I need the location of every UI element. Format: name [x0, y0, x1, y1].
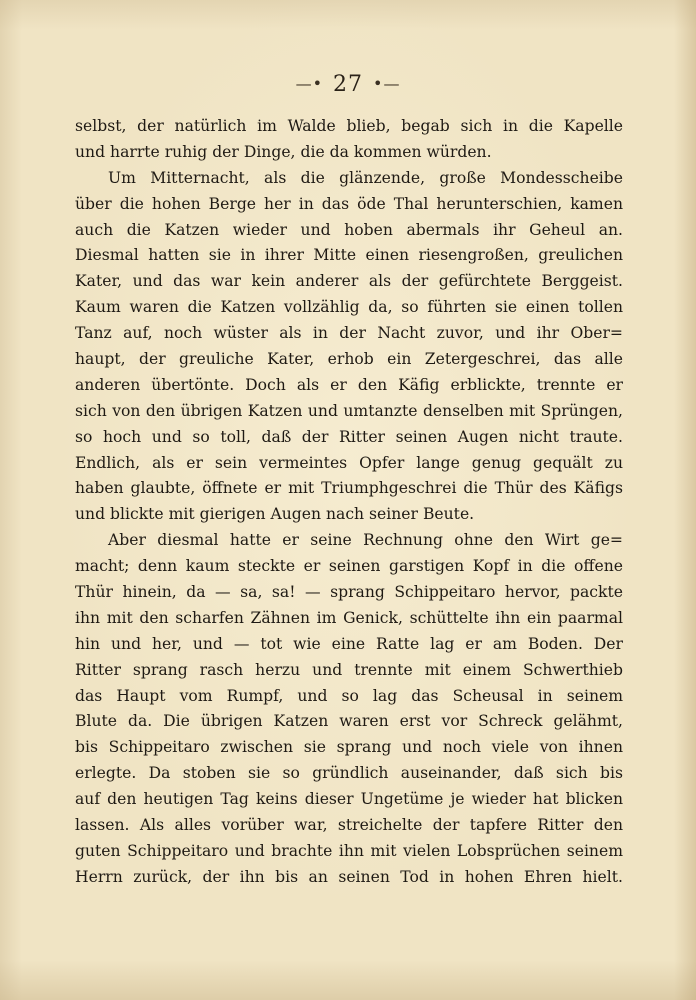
text-line: selbst, der natürlich im Walde blieb, begab sich in die Kapelle [75, 117, 623, 135]
text-line: so hoch und so toll, daß der Ritter seinen Augen nicht traute. [75, 427, 623, 446]
page-number-value: 27 [333, 72, 363, 97]
text-line: erlegte. Da stoben sie so gründlich auseinander, daß sich bis [75, 764, 623, 783]
text-line: auf den heutigen Tag keins dieser Ungetüme je wieder hat blicken [75, 790, 623, 809]
text-line: lassen. Als alles vorüber war, streichelte der tapfere Ritter den [75, 816, 623, 835]
text-line: bis Schippeitaro zwischen sie sprang und noch viele von ihnen [75, 738, 623, 757]
text-line: Herrn zurück, der ihn bis an seinen Tod in hohen Ehren hielt. [75, 867, 623, 886]
text-line: macht; denn kaum steckte er seinen garstigen Kopf in die offene [75, 557, 623, 576]
text-line: hin und her, und — tot wie eine Ratte lag er am Boden. Der [75, 634, 623, 653]
text-line: haupt, der greuliche Kater, erhob ein Zetergeschrei, das alle [75, 350, 623, 369]
text-line: Aber diesmal hatte er seine Rechnung ohne den Wirt ge= [108, 531, 623, 550]
text-line: Kaum waren die Katzen vollzählig da, so führten sie einen tollen [75, 298, 623, 317]
text-line: Endlich, als er sein vermeintes Opfer lange genug gequält zu [75, 453, 623, 472]
page-number-right-ornament: •— [373, 74, 401, 93]
text-line: und harrte ruhig der Dinge, die da kommen würden. [75, 142, 492, 161]
text-line: Ritter sprang rasch herzu und trennte mit einem Schwerthieb [75, 660, 623, 679]
body-text [75, 114, 623, 891]
text-line: Thür hinein, da — sa, sa! — sprang Schippeitaro hervor, packte [75, 583, 623, 602]
text-line: sich von den übrigen Katzen und umtanzte denselben mit Sprüngen, [75, 401, 623, 420]
text-line: anderen übertönte. Doch als er den Käfig erblickte, trennte er [75, 375, 623, 394]
text-line: haben glaubte, öffnete er mit Triumphgeschrei die Thür des Käfigs [75, 479, 623, 498]
page-number [0, 72, 696, 97]
text-line: Um Mitternacht, als die glänzende, große Mondesscheibe [108, 168, 623, 187]
text-line: auch die Katzen wieder und hoben abermals ihr Geheul an. [75, 220, 623, 239]
text-line: über die hohen Berge her in das öde Thal herunterschien, kamen [75, 194, 623, 213]
text-line: Diesmal hatten sie in ihrer Mitte einen riesengroßen, greulichen [75, 246, 623, 265]
text-line: das Haupt vom Rumpf, und so lag das Scheusal in seinem [75, 686, 623, 705]
text-line: Tanz auf, noch wüster als in der Nacht zuvor, und ihr Ober= [75, 324, 623, 343]
text-line: Kater, und das war kein anderer als der gefürchtete Berggeist. [75, 272, 623, 291]
page-number-left-ornament: —• [295, 74, 323, 93]
text-line: ihn mit den scharfen Zähnen im Genick, schüttelte ihn ein paarmal [75, 608, 623, 627]
text-line: Blute da. Die übrigen Katzen waren erst vor Schreck gelähmt, [75, 712, 623, 731]
text-line: guten Schippeitaro und brachte ihn mit vielen Lobsprüchen seinem [75, 841, 623, 860]
text-line: und blickte mit gierigen Augen nach seiner Beute. [75, 505, 475, 524]
